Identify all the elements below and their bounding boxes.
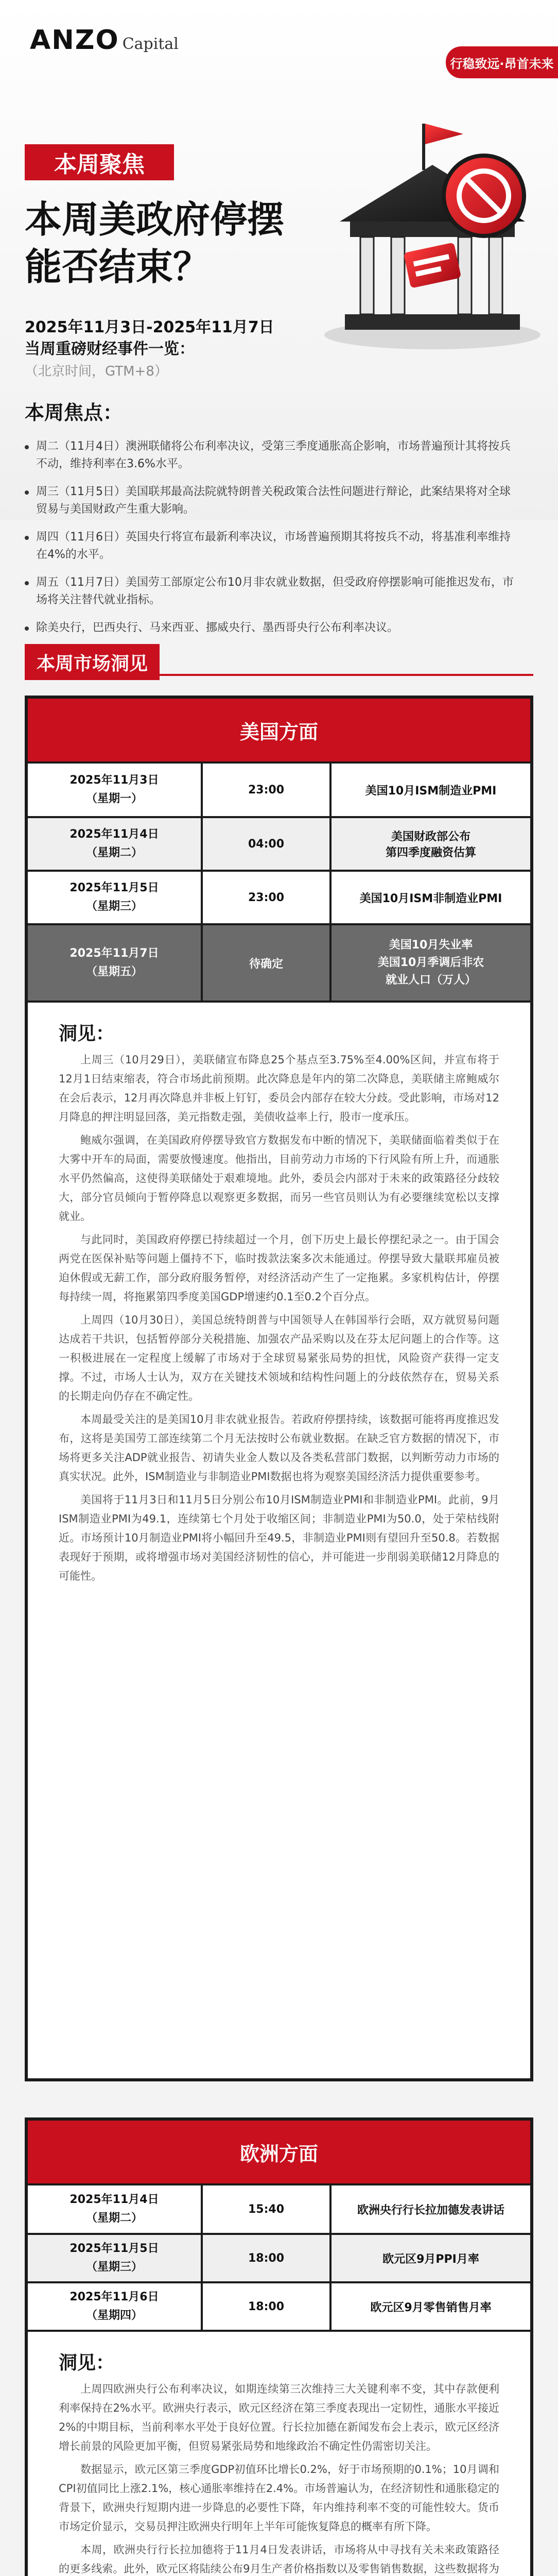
region-card-us — [25, 696, 533, 2081]
title-line-2: 能否结束？ — [25, 245, 211, 289]
event-date: 2025年11月3日 （星期一） — [28, 764, 202, 817]
focus-item: 周三（11月5日）美国联邦最高法院就特朗普关税政策合法性问题进行辩论，此案结果将对全球贸易与美国财政产生重大影响。 — [25, 483, 519, 518]
insight-tag: 本周市场洞见 — [25, 644, 160, 680]
event-row — [28, 924, 530, 1002]
analysis-paragraph: 数据显示，欧元区第三季度GDP初值环比增长0.2%，好于市场预期的0.1%；10月调和CPI初值同比上涨2.1%，核心通胀率维持在2.4%。市场普遍认为，在经济韧性和通胀稳定的背景下，欧洲央行短期内进一步降息的必要性下降，年内维持利率不变的可能性较大。货币市场定价显示，交易员押注欧洲央行明年上半年可能恢复降息的概率有所下降。 — [59, 2463, 499, 2533]
event-time: 23:00 — [202, 764, 330, 817]
region-card-europe — [25, 2117, 533, 2576]
event-time: 18:00 — [202, 2234, 330, 2282]
analysis-paragraph: 上周三（10月29日），美联储宣布降息25个基点至3.75%至4.00%区间，并宣布将于12月1日结束缩表，符合市场此前预期。此次降息是年内的第二次降息，美联储主席鲍威尔在会后表示，12月再次降息并非板上钉钉，委员会内部存在较大分歧。受此影响，市场对12月降息的押注明显回落，美元指数走强，美债收益率上行，股市一度承压。 — [59, 1054, 499, 1123]
event-time: 23:00 — [202, 871, 330, 924]
event-time: 18:00 — [202, 2282, 330, 2331]
focus-item: 周五（11月7日）美国劳工部原定公布10月非农就业数据，但受政府停摆影响可能推迟发布，市场将关注替代就业指标。 — [25, 574, 519, 609]
focus-item: 周二（11月4日）澳洲联储将公布利率决议，受第三季度通胀高企影响，市场普遍预计其将按兵不动，维持利率在3.6%水平。 — [25, 438, 519, 473]
region-title: 美国方面 — [28, 699, 530, 764]
hero-header — [0, 0, 558, 634]
section-badge: 本周聚焦 — [25, 144, 174, 180]
event-name: 美国财政部公布 第四季度融资估算 — [330, 817, 530, 871]
event-table — [28, 2185, 530, 2332]
event-date: 2025年11月5日 （星期三） — [28, 2234, 202, 2282]
analysis-paragraph: 鲍威尔强调，在美国政府停摆导致官方数据发布中断的情况下，美联储面临着类似于在大雾中开车的局面，需要放慢速度。他指出，目前劳动力市场的下行风险有所上升，而通胀水平仍然偏高，这使得美联储处于艰难境地。此外，委员会内部对于未来的政策路径分歧较大，部分官员倾向于暂停降息以观察更多数据，而另一些官员则认为有必要继续宽松以支撑就业。 — [59, 1134, 499, 1223]
event-row — [28, 2282, 530, 2331]
event-date: 2025年11月4日 （星期二） — [28, 817, 202, 871]
analysis-title: 洞见： — [59, 2352, 115, 2374]
event-date: 2025年11月7日 （星期五） — [28, 924, 202, 1002]
event-time: 04:00 — [202, 817, 330, 871]
event-date: 2025年11月4日 （星期二） — [28, 2185, 202, 2234]
region-title: 欧洲方面 — [28, 2121, 530, 2185]
analysis-paragraph: 上周四（10月30日），美国总统特朗普与中国领导人在韩国举行会晤，双方就贸易问题达成若干共识，包括暂停部分关税措施、加强农产品采购以及在芬太尼问题上的合作等。这一积极进展在一定程度上缓解了市场对于全球贸易紧张局势的担忧，风险资产获得一定支撑。不过，市场人士认为，双方在关键技术领域和结构性问题上的分歧依然存在，贸易关系的长期走向仍存在不确定性。 — [59, 1314, 499, 1402]
timezone-note: （北京时间，GTM+8） — [25, 364, 168, 379]
page-title — [25, 196, 292, 291]
analysis-title: 洞见： — [59, 1023, 115, 1044]
date-range: 2025年11月3日-2025年11月7日 — [25, 318, 274, 336]
analysis-body — [59, 2380, 499, 2576]
analysis-paragraph: 美国将于11月3日和11月5日分别公布10月ISM制造业PMI和非制造业PMI。此前，9月ISM制造业PMI为49.1，连续第七个月处于收缩区间；非制造业PMI为50.0，处于荣枯线附近。市场预计10月制造业PMI将小幅回升至49.5，非制造业PMI则有望回升至50.8。若数据表现好于预期，或将增强市场对美国经济韧性的信心，并可能进一步削弱美联储12月降息的可能性。 — [59, 1494, 499, 1582]
event-row — [28, 764, 530, 817]
logo-sub-text: Capital — [122, 35, 179, 53]
analysis-body — [59, 1050, 499, 1586]
event-row — [28, 2185, 530, 2234]
event-name: 欧元区9月PPI月率 — [330, 2234, 530, 2282]
logo-main-text: ANZO — [30, 25, 119, 56]
focus-list — [25, 438, 519, 647]
event-name: 欧元区9月零售销售月率 — [330, 2282, 530, 2331]
event-row — [28, 2234, 530, 2282]
insight-band — [0, 644, 558, 683]
event-table — [28, 764, 530, 1003]
event-row — [28, 817, 530, 871]
analysis-paragraph: 本周最受关注的是美国10月非农就业报告。若政府停摆持续，该数据可能将再度推迟发布，这将是美国劳工部连续第二个月无法按时公布就业数据。在缺乏官方数据的情况下，市场将更多关注ADP就业报告、初请失业金人数以及各类私营部门数据，以判断劳动力市场的真实状况。此外，ISM制造业与非制造业PMI数据也将为观察美国经济活力提供重要参考。 — [59, 1413, 499, 1483]
event-row — [28, 871, 530, 924]
analysis-paragraph: 本周，欧洲央行行长拉加德将于11月4日发表讲话，市场将从中寻找有关未来政策路径的更多线索。此外，欧元区将陆续公布9月生产者价格指数以及零售销售数据，这些数据将为 — [59, 2544, 499, 2575]
event-name: 欧洲央行行长拉加德发表讲话 — [330, 2185, 530, 2234]
event-date: 2025年11月5日 （星期三） — [28, 871, 202, 924]
shutdown-illustration — [309, 93, 551, 361]
event-name: 美国10月ISM非制造业PMI — [330, 871, 530, 924]
title-line-1: 本周美政府停摆 — [25, 198, 285, 241]
event-name: 美国10月失业率 美国10月季调后非农 就业人口（万人） — [330, 924, 530, 1002]
top-bar — [0, 0, 558, 77]
analysis-paragraph: 与此同时，美国政府停摆已持续超过一个月，创下历史上最长停摆纪录之一。由于国会两党在医保补贴等问题上僵持不下，临时拨款法案多次未能通过。停摆导致大量联邦雇员被迫休假或无薪工作，部分政府服务暂停，对经济活动产生了一定拖累。多家机构估计，停摆每持续一周，将拖累第四季度美国GDP增速约0.1至0.2个百分点。 — [59, 1233, 499, 1303]
focus-title: 本周焦点： — [25, 401, 123, 424]
analysis-paragraph: 上周四欧洲央行公布利率决议，如期连续第三次维持三大关键利率不变，其中存款便利利率保持在2%水平。欧洲央行表示，欧元区经济在第三季度表现出一定韧性，通胀水平接近2%的中期目标，当前利率水平处于良好位置。行长拉加德在新闻发布会上表示，欧元区经济增长前景的风险更加平衡，但贸易紧张局势和地缘政治不确定性仍需密切关注。 — [59, 2383, 499, 2452]
event-name: 美国10月ISM制造业PMI — [330, 764, 530, 817]
event-date: 2025年11月6日 （星期四） — [28, 2282, 202, 2331]
subtitle: 当周重磅财经事件一览： — [25, 340, 195, 358]
event-time: 待确定 — [202, 924, 330, 1002]
insight-divider — [160, 674, 533, 676]
focus-item: 除美央行，巴西央行、马来西亚、挪威央行、墨西哥央行公布利率决议。 — [25, 619, 519, 637]
slogan-badge: 行稳致远·昂首未来 — [446, 46, 558, 78]
brand-logo[interactable] — [30, 25, 179, 56]
focus-item: 周四（11月6日）英国央行将宣布最新利率决议，市场普遍预期其将按兵不动，将基准利率维持在4%的水平。 — [25, 529, 519, 564]
event-time: 15:40 — [202, 2185, 330, 2234]
